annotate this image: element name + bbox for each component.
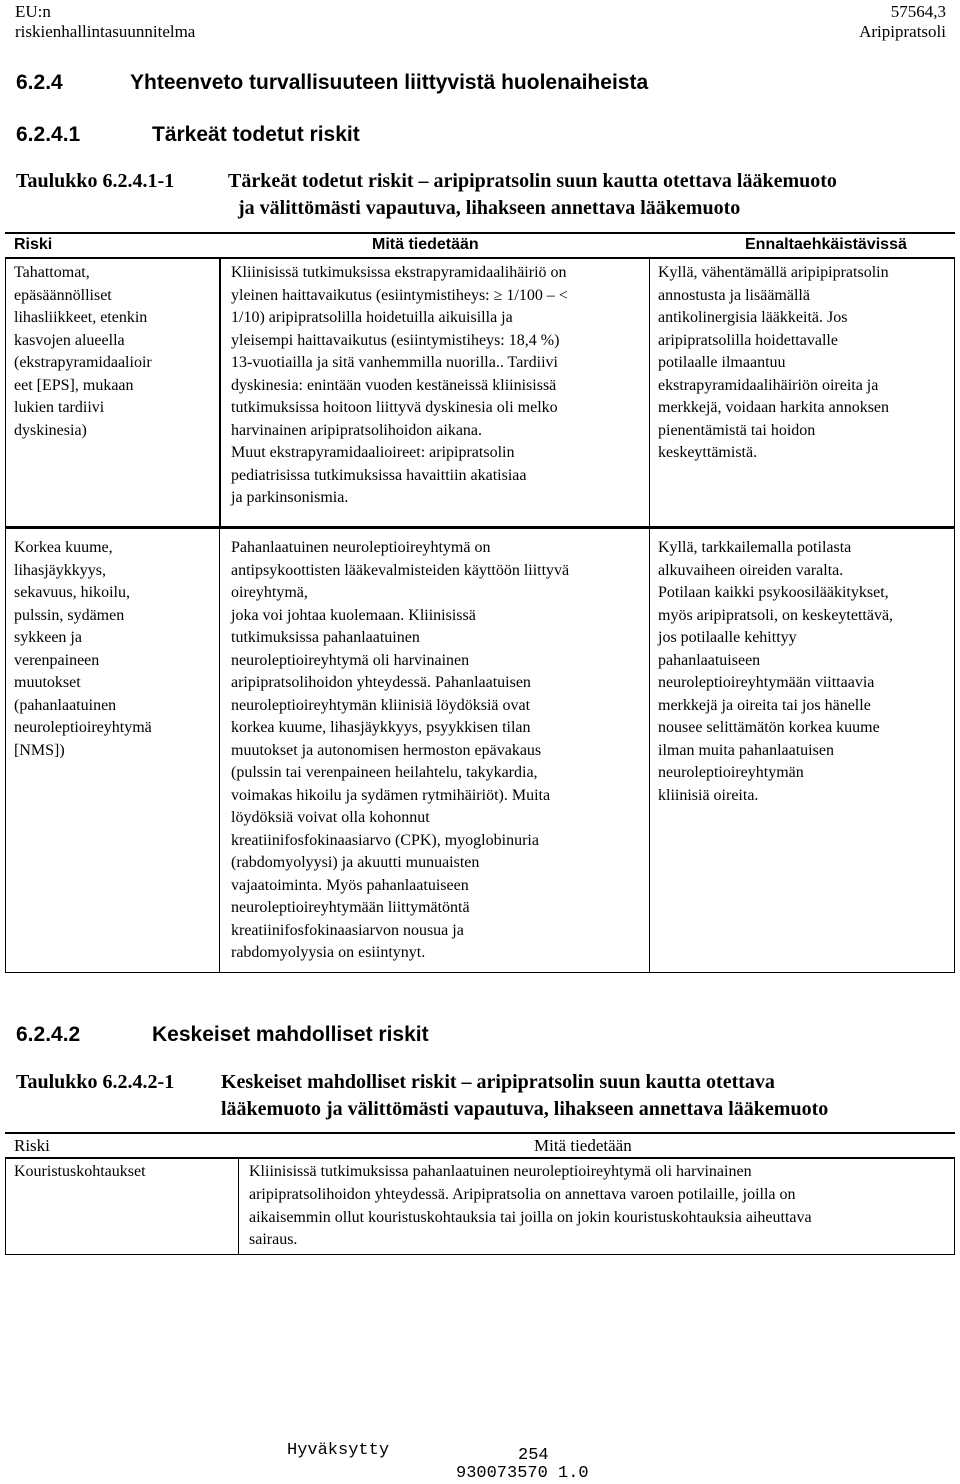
table1-row2-risk (14, 537, 152, 762)
table2-right-border (954, 1157, 955, 1255)
section2-heading-number: 6.2.4.2 (16, 1023, 81, 1046)
table-cell-line: verenpaineen (14, 651, 100, 669)
table-cell-line: Tahattomat, (14, 264, 90, 281)
table-cell-line: dyskinesia: enintään vuoden kestäneissä kliinisissä (231, 376, 557, 394)
table-cell-line: neuroleptioireyhtymän (658, 764, 804, 781)
table-cell-line: aripipratsolihoidon yhteydessä. Pahanlaatuisen (231, 674, 531, 691)
table-cell-line: voimakas hikoilu ja sydämen rytmihäiriöt). Muita (231, 786, 551, 804)
header-right (859, 2, 946, 42)
table2-header-known: Mitä tiedetään (534, 1136, 632, 1155)
table-cell-line: oireyhtymä, (231, 584, 308, 601)
table-cell-line: alkuvaiheen oireiden varalta. (658, 561, 844, 579)
table-cell-line: dyskinesia) (14, 421, 87, 439)
table-cell-line: pahanlaatuiseen (658, 651, 761, 669)
table-cell-line: neuroleptioireyhtymään viittaavia (658, 674, 875, 691)
table-cell-line: pienentämistä tai hoidon (658, 421, 816, 439)
table-cell-line: Kyllä, vähentämällä aripipipratsolin (658, 264, 889, 281)
table1-header-risk: Riski (14, 236, 53, 253)
table-cell-line: muutokset (14, 674, 81, 691)
table-cell-line: pulssin, sydämen (14, 606, 125, 624)
table2-left-border (5, 1157, 6, 1255)
table1-row2-prevent (658, 537, 893, 807)
table-cell-line: ja parkinsonismia. (231, 489, 349, 506)
table-cell-line: (rabdomyolyysi) ja akuutti munuaisten (231, 854, 480, 871)
table-cell-line: 1/10) aripipratsolilla hoidetuilla aikuisilla ja (231, 309, 513, 326)
table-cell-line: lihasjäykkyys, (14, 561, 106, 579)
table-cell-line: (ekstrapyramidaalioir (14, 354, 152, 371)
table2-row1-risk: Kouristuskohtaukset (14, 1163, 146, 1180)
table-cell-line: yleisempi haittavaikutus (esiintymistiheys: 18,4 %) (231, 331, 560, 349)
table-cell-line: kliinisiä oireita. (658, 786, 759, 804)
table-cell-line: 13-vuotiailla ja sitä vanhemmilla nuorilla.. Tardiivi (231, 354, 558, 371)
table2-caption-number: Taulukko 6.2.4.2-1 (16, 1071, 175, 1093)
table1-caption-number: Taulukko 6.2.4.1-1 (16, 170, 175, 192)
table-cell-line: sekavuus, hikoilu, (14, 584, 130, 601)
table-cell-line: kreatiinifosfokinaasiarvo (CPK), myoglobinuria (231, 831, 539, 849)
table1-row2-known (231, 537, 569, 965)
table1-row1-risk (14, 262, 152, 442)
table-cell-line: myös aripipratsoli, on keskeytettävä, (658, 606, 894, 624)
table-cell-line: lukien tardiivi (14, 399, 105, 416)
table-cell-line: annostusta ja lisäämällä (658, 286, 810, 304)
table-cell-line: keskeyttämistä. (658, 444, 758, 461)
table1-bottom-border (5, 972, 955, 973)
table1-col2-divider (649, 257, 650, 973)
table-cell-line: Kliinisissä tutkimuksissa ekstrapyramidaalihäiriö on (231, 264, 567, 281)
table-cell-line: aripipratsolilla hoidettavalle (658, 331, 838, 349)
table1-top-border (5, 232, 955, 234)
section-heading-text: Yhteenveto turvallisuuteen liittyvistä huolenaiheista (130, 71, 649, 94)
table2-header-risk: Riski (14, 1136, 50, 1155)
table-cell-line: löydöksiä voivat olla kohonnut (231, 809, 430, 826)
table2-row1-known (249, 1161, 812, 1252)
table-cell-line: Potilaan kaikki psykoosilääkitykset, (658, 584, 889, 601)
table-cell-line: ekstrapyramidaalihäiriön oireita ja (658, 376, 879, 394)
table2-header-border (5, 1157, 955, 1159)
table1-row1-known (231, 262, 568, 510)
table-cell-line: muutokset ja autonomisen hermoston epävakaus (231, 741, 542, 759)
table2-caption-line2: lääkemuoto ja välittömästi vapautuva, lihakseen annettava lääkemuoto (221, 1098, 829, 1120)
table-cell-line: neuroleptioireyhtymä (14, 719, 152, 736)
table-cell-line: kreatiinifosfokinaasiarvon nousua ja (231, 921, 464, 939)
table1-right-border (954, 257, 955, 973)
table-cell-line: (pulssin tai verenpaineen heilahtelu, takykardia, (231, 764, 538, 781)
header-left (15, 2, 195, 42)
table-cell-line: neuroleptioireyhtymään liittymätöntä (231, 899, 470, 916)
table2-top-border (5, 1132, 955, 1134)
table1-col1-divider-row1 (219, 257, 221, 527)
header-right-line2: Aripipratsoli (859, 22, 946, 41)
table-cell-line: nousee selittämätön korkea kuume (658, 719, 880, 736)
table1-row1-prevent (658, 262, 889, 465)
table-cell-line: tutkimuksissa hoitoon liittyvä dyskinesia oli melko (231, 399, 558, 416)
section2-heading-text: Keskeiset mahdolliset riskit (152, 1023, 429, 1046)
table-cell-line: Kyllä, tarkkailemalla potilasta (658, 539, 852, 556)
table1-caption-line2: ja välittömästi vapautuva, lihakseen annettava lääkemuoto (238, 197, 741, 219)
table-cell-line: antikolinergisia lääkkeitä. Jos (658, 309, 848, 326)
table-cell-line: vajaatoiminta. Myös pahanlaatuiseen (231, 876, 469, 894)
table-cell-line: antipsykoottisten lääkevalmisteiden käyttöön liittyvä (231, 561, 570, 579)
table-cell-line: lihasliikkeet, etenkin (14, 309, 148, 326)
table-cell-line: yleinen haittavaikutus (esiintymistiheys: ≥ 1/100 – < (231, 286, 568, 304)
table-cell-line: harvinainen aripipratsolihoidon aikana. (231, 421, 483, 439)
table-cell-line: epäsäännölliset (14, 286, 112, 304)
table1-col1-divider-row2 (219, 528, 220, 973)
section-heading-number: 6.2.4 (16, 71, 63, 94)
table1-row-divider (5, 526, 955, 529)
table1-caption-line1: Tärkeät todetut riskit – aripipratsolin suun kautta otettava lääkemuoto (228, 170, 837, 192)
footer-doc-id: 930073570 1.0 (456, 1464, 589, 1483)
table-cell-line: eet [EPS], mukaan (14, 376, 134, 394)
table2-bottom-border (5, 1254, 955, 1255)
table-cell-line: rabdomyolyysia on esiintynyt. (231, 944, 426, 961)
table-cell-line: aikaisemmin ollut kouristuskohtauksia tai joilla on jokin kouristuskohtauksia aiheuttava (249, 1208, 812, 1226)
table1-header-known: Mitä tiedetään (372, 236, 479, 253)
footer-status: Hyväksytty (287, 1441, 390, 1460)
header-right-line1: 57564,3 (890, 2, 946, 21)
table-cell-line: aripipratsolihoidon yhteydessä. Aripipratsolia on annettava varoen potilaille, joilla on (249, 1185, 796, 1203)
header-left-line2: riskienhallintasuunnitelma (15, 22, 196, 41)
table-cell-line: merkkejä, voidaan harkita annoksen (658, 399, 890, 416)
table-cell-line: merkkejä ja oireita tai jos hänelle (658, 696, 871, 714)
table1-header-prevent: Ennaltaehkäistävissä (745, 236, 907, 253)
table2-caption-line1: Keskeiset mahdolliset riskit – aripipratsolin suun kautta otettava (221, 1071, 775, 1093)
table-cell-line: Kliinisissä tutkimuksissa pahanlaatuinen neuroleptioireyhtymä oli harvinainen (249, 1163, 752, 1180)
table-cell-line: potilaalle ilmaantuu (658, 354, 786, 371)
footer-page-number: 254 (518, 1446, 549, 1465)
table-cell-line: (pahanlaatuinen (14, 696, 117, 714)
table-cell-line: Muut ekstrapyramidaalioireet: aripipratsolin (231, 444, 515, 461)
table-cell-line: sairaus. (249, 1231, 298, 1249)
table-cell-line: [NMS]) (14, 741, 65, 759)
table1-left-border (5, 257, 6, 973)
table-cell-line: pediatrisissa tutkimuksissa havaittiin akatisiaa (231, 466, 527, 484)
table-cell-line: korkea kuume, lihasjäykkyys, psyykkisen tilan (231, 719, 531, 736)
header-left-line1: EU:n (15, 2, 51, 21)
table-cell-line: Pahanlaatuinen neuroleptioireyhtymä on (231, 539, 491, 556)
subsection-heading-text: Tärkeät todetut riskit (152, 123, 360, 146)
table-cell-line: sykkeen ja (14, 629, 82, 646)
table-cell-line: neuroleptioireyhtymän kliinisiä löydöksiä ovat (231, 696, 531, 714)
table2-col-divider (238, 1157, 239, 1255)
table-cell-line: ilman muita pahanlaatuisen (658, 741, 834, 759)
table-cell-line: Korkea kuume, (14, 539, 113, 556)
subsection-heading-number: 6.2.4.1 (16, 123, 81, 146)
table-cell-line: jos potilaalle kehittyy (658, 629, 797, 646)
table1-header-border (5, 257, 955, 259)
table-cell-line: neuroleptioireyhtymä oli harvinainen (231, 651, 470, 669)
table-cell-line: tutkimuksissa pahanlaatuinen (231, 629, 420, 646)
table-cell-line: joka voi johtaa kuolemaan. Kliinisissä (231, 606, 476, 624)
table-cell-line: kasvojen alueella (14, 331, 125, 349)
